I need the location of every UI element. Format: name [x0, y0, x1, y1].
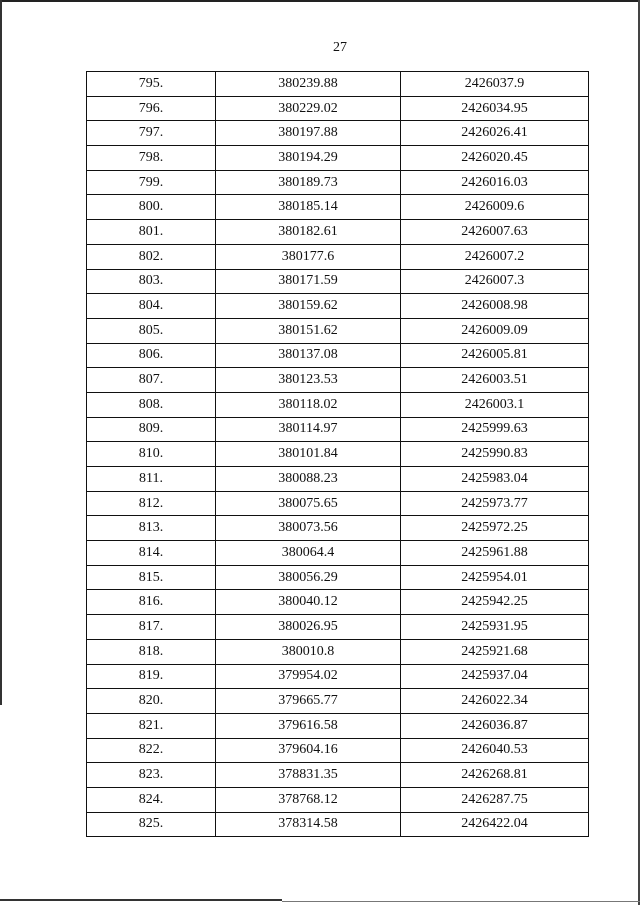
- y-coordinate-cell: 2426040.53: [401, 738, 589, 763]
- point-number-cell: 814.: [87, 541, 216, 566]
- point-number-cell: 803.: [87, 269, 216, 294]
- x-coordinate-cell: 380114.97: [216, 417, 401, 442]
- x-coordinate-cell: 380040.12: [216, 590, 401, 615]
- scan-edge-top: [0, 0, 640, 2]
- table-row: [87, 96, 589, 121]
- y-coordinate-cell: 2426003.51: [401, 368, 589, 393]
- point-number-cell: 820.: [87, 689, 216, 714]
- x-coordinate-cell: 380189.73: [216, 170, 401, 195]
- y-coordinate-cell: 2426005.81: [401, 343, 589, 368]
- table-row: [87, 615, 589, 640]
- x-coordinate-cell: 380239.88: [216, 72, 401, 97]
- point-number-cell: 809.: [87, 417, 216, 442]
- point-number-cell: 804.: [87, 294, 216, 319]
- y-coordinate-cell: 2425921.68: [401, 639, 589, 664]
- y-coordinate-cell: 2425954.01: [401, 565, 589, 590]
- table-row: [87, 664, 589, 689]
- y-coordinate-cell: 2426016.03: [401, 170, 589, 195]
- table-row: [87, 417, 589, 442]
- table-row: [87, 146, 589, 171]
- table-row: [87, 220, 589, 245]
- point-number-cell: 810.: [87, 442, 216, 467]
- x-coordinate-cell: 379616.58: [216, 713, 401, 738]
- y-coordinate-cell: 2425999.63: [401, 417, 589, 442]
- x-coordinate-cell: 380171.59: [216, 269, 401, 294]
- table-row: [87, 541, 589, 566]
- x-coordinate-cell: 378831.35: [216, 763, 401, 788]
- scan-edge-bottom: [0, 899, 282, 901]
- y-coordinate-cell: 2426008.98: [401, 294, 589, 319]
- table-row: [87, 467, 589, 492]
- point-number-cell: 800.: [87, 195, 216, 220]
- table-row: [87, 195, 589, 220]
- table-row: [87, 689, 589, 714]
- y-coordinate-cell: 2426268.81: [401, 763, 589, 788]
- x-coordinate-cell: 378768.12: [216, 787, 401, 812]
- point-number-cell: 824.: [87, 787, 216, 812]
- x-coordinate-cell: 380185.14: [216, 195, 401, 220]
- y-coordinate-cell: 2426007.2: [401, 244, 589, 269]
- point-number-cell: 811.: [87, 467, 216, 492]
- x-coordinate-cell: 380123.53: [216, 368, 401, 393]
- y-coordinate-cell: 2426003.1: [401, 392, 589, 417]
- x-coordinate-cell: 380159.62: [216, 294, 401, 319]
- table-row: [87, 269, 589, 294]
- x-coordinate-cell: 380151.62: [216, 318, 401, 343]
- table-row: [87, 368, 589, 393]
- y-coordinate-cell: 2426422.04: [401, 812, 589, 837]
- y-coordinate-cell: 2426022.34: [401, 689, 589, 714]
- point-number-cell: 818.: [87, 639, 216, 664]
- point-number-cell: 808.: [87, 392, 216, 417]
- point-number-cell: 822.: [87, 738, 216, 763]
- x-coordinate-cell: 380073.56: [216, 516, 401, 541]
- table-row: [87, 343, 589, 368]
- x-coordinate-cell: 380026.95: [216, 615, 401, 640]
- y-coordinate-cell: 2426007.63: [401, 220, 589, 245]
- point-number-cell: 805.: [87, 318, 216, 343]
- table-row: [87, 639, 589, 664]
- point-number-cell: 806.: [87, 343, 216, 368]
- page-number: 27: [333, 40, 347, 55]
- table-row: [87, 738, 589, 763]
- y-coordinate-cell: 2425972.25: [401, 516, 589, 541]
- y-coordinate-cell: 2425973.77: [401, 491, 589, 516]
- table-row: [87, 565, 589, 590]
- point-number-cell: 807.: [87, 368, 216, 393]
- point-number-cell: 821.: [87, 713, 216, 738]
- point-number-cell: 796.: [87, 96, 216, 121]
- y-coordinate-cell: 2425961.88: [401, 541, 589, 566]
- x-coordinate-cell: 378314.58: [216, 812, 401, 837]
- y-coordinate-cell: 2426287.75: [401, 787, 589, 812]
- x-coordinate-cell: 380182.61: [216, 220, 401, 245]
- table-row: [87, 812, 589, 837]
- point-number-cell: 812.: [87, 491, 216, 516]
- y-coordinate-cell: 2425983.04: [401, 467, 589, 492]
- table-row: [87, 516, 589, 541]
- y-coordinate-cell: 2426020.45: [401, 146, 589, 171]
- table-row: [87, 763, 589, 788]
- point-number-cell: 815.: [87, 565, 216, 590]
- x-coordinate-cell: 380101.84: [216, 442, 401, 467]
- table-row: [87, 392, 589, 417]
- point-number-cell: 802.: [87, 244, 216, 269]
- x-coordinate-cell: 379665.77: [216, 689, 401, 714]
- y-coordinate-cell: 2425942.25: [401, 590, 589, 615]
- x-coordinate-cell: 380010.8: [216, 639, 401, 664]
- table-row: [87, 121, 589, 146]
- point-number-cell: 823.: [87, 763, 216, 788]
- scan-edge-left: [0, 0, 2, 705]
- point-number-cell: 825.: [87, 812, 216, 837]
- coordinates-table-body: [87, 72, 589, 837]
- point-number-cell: 801.: [87, 220, 216, 245]
- table-row: [87, 244, 589, 269]
- table-row: [87, 318, 589, 343]
- x-coordinate-cell: 380118.02: [216, 392, 401, 417]
- table-row: [87, 72, 589, 97]
- x-coordinate-cell: 380088.23: [216, 467, 401, 492]
- y-coordinate-cell: 2426037.9: [401, 72, 589, 97]
- y-coordinate-cell: 2425937.04: [401, 664, 589, 689]
- point-number-cell: 813.: [87, 516, 216, 541]
- y-coordinate-cell: 2426009.09: [401, 318, 589, 343]
- point-number-cell: 795.: [87, 72, 216, 97]
- x-coordinate-cell: 380229.02: [216, 96, 401, 121]
- y-coordinate-cell: 2426007.3: [401, 269, 589, 294]
- table-row: [87, 491, 589, 516]
- point-number-cell: 798.: [87, 146, 216, 171]
- y-coordinate-cell: 2426034.95: [401, 96, 589, 121]
- y-coordinate-cell: 2425931.95: [401, 615, 589, 640]
- x-coordinate-cell: 380194.29: [216, 146, 401, 171]
- point-number-cell: 819.: [87, 664, 216, 689]
- table-row: [87, 170, 589, 195]
- point-number-cell: 817.: [87, 615, 216, 640]
- table-row: [87, 590, 589, 615]
- y-coordinate-cell: 2426036.87: [401, 713, 589, 738]
- table-row: [87, 294, 589, 319]
- x-coordinate-cell: 380137.08: [216, 343, 401, 368]
- point-number-cell: 799.: [87, 170, 216, 195]
- table-row: [87, 787, 589, 812]
- x-coordinate-cell: 380064.4: [216, 541, 401, 566]
- coordinates-table: [86, 71, 589, 837]
- point-number-cell: 797.: [87, 121, 216, 146]
- table-row: [87, 442, 589, 467]
- point-number-cell: 816.: [87, 590, 216, 615]
- x-coordinate-cell: 380075.65: [216, 491, 401, 516]
- y-coordinate-cell: 2426009.6: [401, 195, 589, 220]
- x-coordinate-cell: 380056.29: [216, 565, 401, 590]
- y-coordinate-cell: 2425990.83: [401, 442, 589, 467]
- x-coordinate-cell: 379604.16: [216, 738, 401, 763]
- x-coordinate-cell: 379954.02: [216, 664, 401, 689]
- table-row: [87, 713, 589, 738]
- scan-edge-bottom-thin: [282, 901, 640, 902]
- x-coordinate-cell: 380177.6: [216, 244, 401, 269]
- x-coordinate-cell: 380197.88: [216, 121, 401, 146]
- y-coordinate-cell: 2426026.41: [401, 121, 589, 146]
